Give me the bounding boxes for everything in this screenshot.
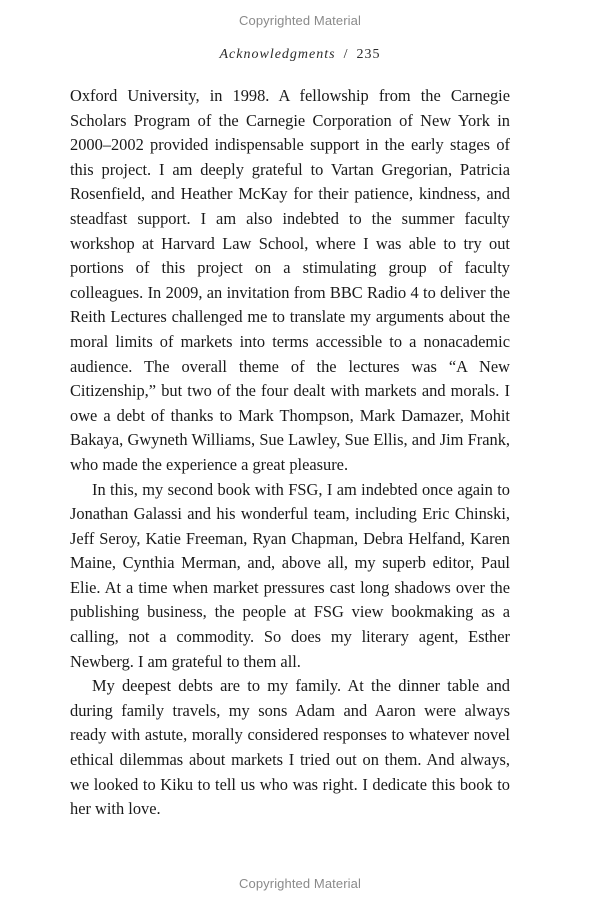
- page-number: 235: [356, 47, 381, 62]
- running-head: [0, 47, 600, 63]
- paragraph-2: In this, my second book with FSG, I am indebted once again to Jonathan Galassi and his wonderful team, including Eric Chinski, Jeff Seroy, Katie Freeman, Ryan Chapman, Debra Helfand, Karen Maine, Cynthia Merman, and, above all, my superb editor, Paul Elie. At a time when market pressures cast long shadows over the publishing business, the people at FSG view bookmaking as a calling, not a commodity. So does my literary agent, Esther Newberg. I am grateful to them all.: [70, 479, 510, 671]
- running-head-title: Acknowledgments: [219, 47, 336, 62]
- paragraph-1: Oxford University, in 1998. A fellowship from the Carnegie Scholars Program of the Carnegie Corporation of New York in 2000–2002 provided indispensable support in the early stages of this project. I am deeply grateful to Vartan Gregorian, Patricia Rosenfield, and Heather McKay for their patience, kindness, and steadfast support. I am also indebted to the summer faculty workshop at Harvard Law School, where I was able to try out portions of this project on a stimulating group of faculty colleagues. In 2009, an invitation from BBC Radio 4 to deliver the Reith Lectures challenged me to translate my arguments about the moral limits of markets into terms accessible to a nonacademic audience. The overall theme of the lectures was “A New Citizenship,” but two of the four dealt with markets and morals. I owe a debt of thanks to Mark Thompson, Mark Damazer, Mohit Bakaya, Gwyneth Williams, Sue Lawley, Sue Ellis, and Jim Frank, who made the experience a great pleasure.: [70, 86, 510, 474]
- paragraph-3: My deepest debts are to my family. At the dinner table and during family travels, my sons Adam and Aaron were always ready with astute, morally considered responses to whatever novel ethical dilemmas about markets I tried out on them. And always, we looked to Kiku to tell us who was right. I dedicate this book to her with love.: [70, 676, 510, 819]
- copyright-watermark-bottom: Copyrighted Material: [239, 876, 361, 891]
- body-text: [70, 84, 510, 822]
- running-head-separator: /: [343, 47, 349, 62]
- copyright-watermark-top: Copyrighted Material: [239, 13, 361, 28]
